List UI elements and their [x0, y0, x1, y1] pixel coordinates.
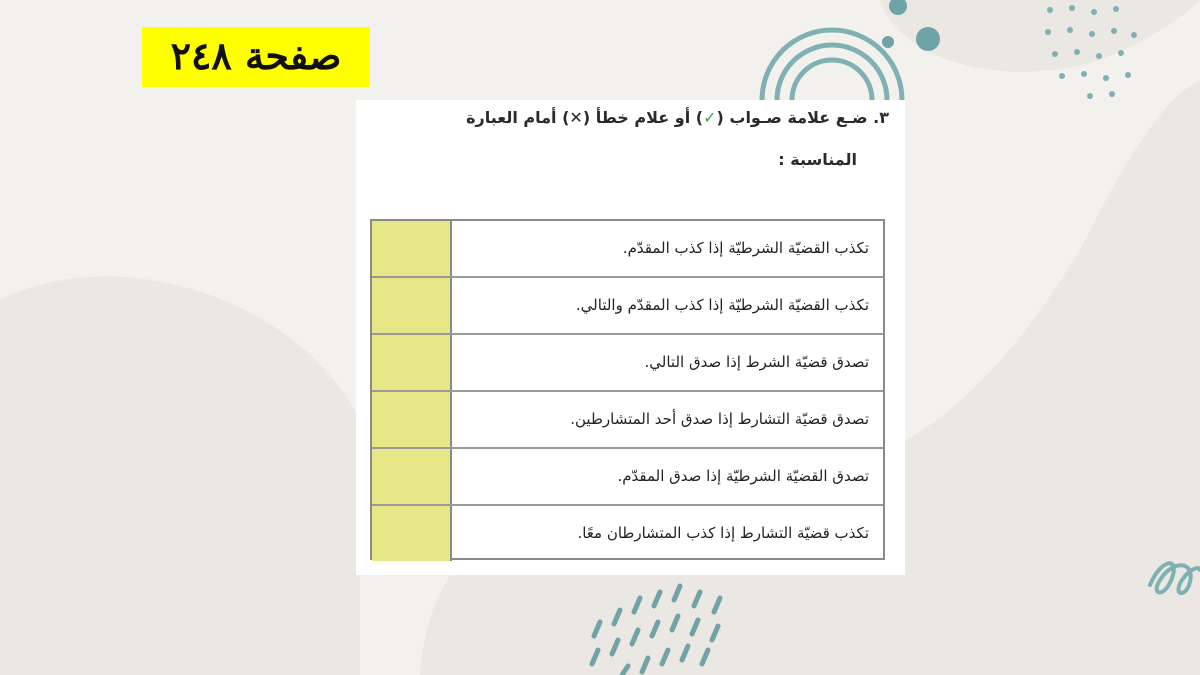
answer-cell[interactable]: [372, 392, 452, 447]
check-icon: ✓: [703, 108, 717, 127]
rainbow-arcs-decoration: [762, 30, 902, 100]
statement-text: تكذب القضيّة الشرطيّة إذا كذب المقدّم.: [622, 239, 869, 257]
table-row: [372, 278, 883, 335]
table-row: [372, 335, 883, 392]
page-number-label: صفحة ٢٤٨: [142, 27, 370, 87]
statement-text: تكذب قضيّة التشارط إذا كذب المتشارطان معًا.: [577, 524, 869, 542]
answer-cell[interactable]: [372, 221, 452, 276]
question-number: ٣.: [873, 108, 889, 127]
answer-cell[interactable]: [372, 506, 452, 561]
question-text-start: ضـع علامة صـواب (: [716, 108, 868, 127]
question-text-middle: ) أو علام خطأ (: [582, 108, 704, 127]
answer-cell[interactable]: [372, 449, 452, 504]
statement-text: تكذب القضيّة الشرطيّة إذا كذب المقدّم والتالي.: [575, 296, 869, 314]
statement-text: تصدق قضيّة الشرط إذا صدق التالي.: [644, 353, 869, 371]
table-row: [372, 449, 883, 506]
statements-table: [370, 219, 885, 560]
statement-text: تصدق قضيّة التشارط إذا صدق أحد المتشارطين.: [570, 410, 869, 428]
table-row: [372, 221, 883, 278]
worksheet-card: [356, 100, 905, 575]
answer-cell[interactable]: [372, 278, 452, 333]
question-instruction: [369, 106, 889, 130]
question-text-end: ) أمام العبارة: [466, 108, 570, 127]
answer-cell[interactable]: [372, 335, 452, 390]
question-instruction-line2: المناسبة :: [778, 150, 857, 169]
background-blob-left: [0, 276, 360, 675]
table-row: [372, 506, 883, 561]
table-row: [372, 392, 883, 449]
cross-icon: ✕: [569, 108, 583, 127]
statement-text: تصدق القضيّة الشرطيّة إذا صدق المقدّم.: [617, 467, 869, 485]
